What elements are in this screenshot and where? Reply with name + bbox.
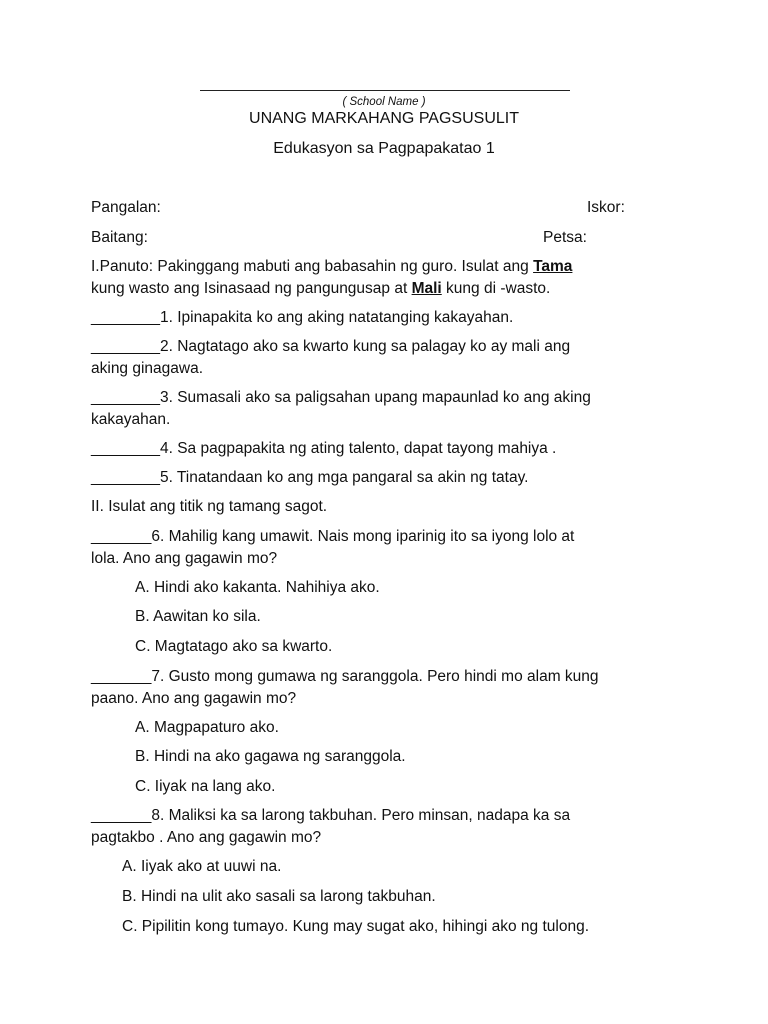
q7-line1: _______7. Gusto mong gumawa ng saranggola. Pero hindi mo alam kung — [91, 668, 599, 685]
item-5: ________5. Tinatandaan ko ang mga pangaral sa akin ng tatay. — [91, 469, 529, 486]
q8-choice-c: C. Pipilitin kong tumayo. Kung may sugat ako, hihingi ako ng tulong. — [122, 918, 589, 935]
iskor-label: Iskor: — [587, 199, 625, 216]
q8-line1: _______8. Maliksi ka sa larong takbuhan. Pero minsan, nadapa ka sa — [91, 807, 571, 824]
tama-keyword: Tama — [533, 258, 573, 275]
mali-keyword: Mali — [411, 280, 442, 297]
part1-instruction-line1 — [91, 257, 572, 277]
item-3-line2: kakayahan. — [91, 411, 171, 428]
q7-choice-c: C. Iiyak na lang ako. — [135, 778, 276, 795]
item-2-line1: ________2. Nagtatago ako sa kwarto kung sa palagay ko ay mali ang — [91, 338, 571, 355]
part2-instruction: II. Isulat ang titik ng tamang sagot. — [91, 498, 328, 515]
q8-choice-b: B. Hindi na ulit ako sasali sa larong takbuhan. — [122, 888, 436, 905]
subject-title: Edukasyon sa Pagpapakatao 1 — [273, 140, 495, 157]
part1-instruction-line2 — [91, 279, 550, 299]
q6-choice-c: C. Magtatago ako sa kwarto. — [135, 638, 333, 655]
q8-line2: pagtakbo . Ano ang gagawin mo? — [91, 829, 322, 846]
school-name-label: ( School Name ) — [342, 96, 426, 108]
q8-choice-a: A. Iiyak ako at uuwi na. — [122, 858, 282, 875]
instruction-text: kung wasto ang Isinasaad ng pangungusap at — [91, 280, 412, 297]
item-2-line2: aking ginagawa. — [91, 360, 204, 377]
q7-choice-a: A. Magpapaturo ako. — [135, 719, 279, 736]
item-4: ________4. Sa pagpapakita ng ating talento, dapat tayong mahiya . — [91, 440, 557, 457]
item-3-line1: ________3. Sumasali ako sa paligsahan upang mapaunlad ko ang aking — [91, 389, 591, 406]
baitang-label: Baitang: — [91, 229, 148, 246]
school-name-line — [200, 90, 570, 91]
q6-choice-a: A. Hindi ako kakanta. Nahihiya ako. — [135, 579, 380, 596]
instruction-text: kung di -wasto. — [441, 280, 551, 297]
q6-line2: lola. Ano ang gagawin mo? — [91, 550, 278, 567]
q7-line2: paano. Ano ang gagawin mo? — [91, 690, 297, 707]
q6-choice-b: B. Aawitan ko sila. — [135, 608, 261, 625]
pangalan-label: Pangalan: — [91, 199, 161, 216]
exam-title: UNANG MARKAHANG PAGSUSULIT — [249, 110, 519, 127]
instruction-text: I.Panuto: Pakinggang mabuti ang babasahin ng guro. Isulat ang — [91, 258, 534, 275]
petsa-label: Petsa: — [543, 229, 587, 246]
q7-choice-b: B. Hindi na ako gagawa ng saranggola. — [135, 748, 406, 765]
item-1: ________1. Ipinapakita ko ang aking natatanging kakayahan. — [91, 309, 514, 326]
q6-line1: _______6. Mahilig kang umawit. Nais mong iparinig ito sa iyong lolo at — [91, 528, 575, 545]
